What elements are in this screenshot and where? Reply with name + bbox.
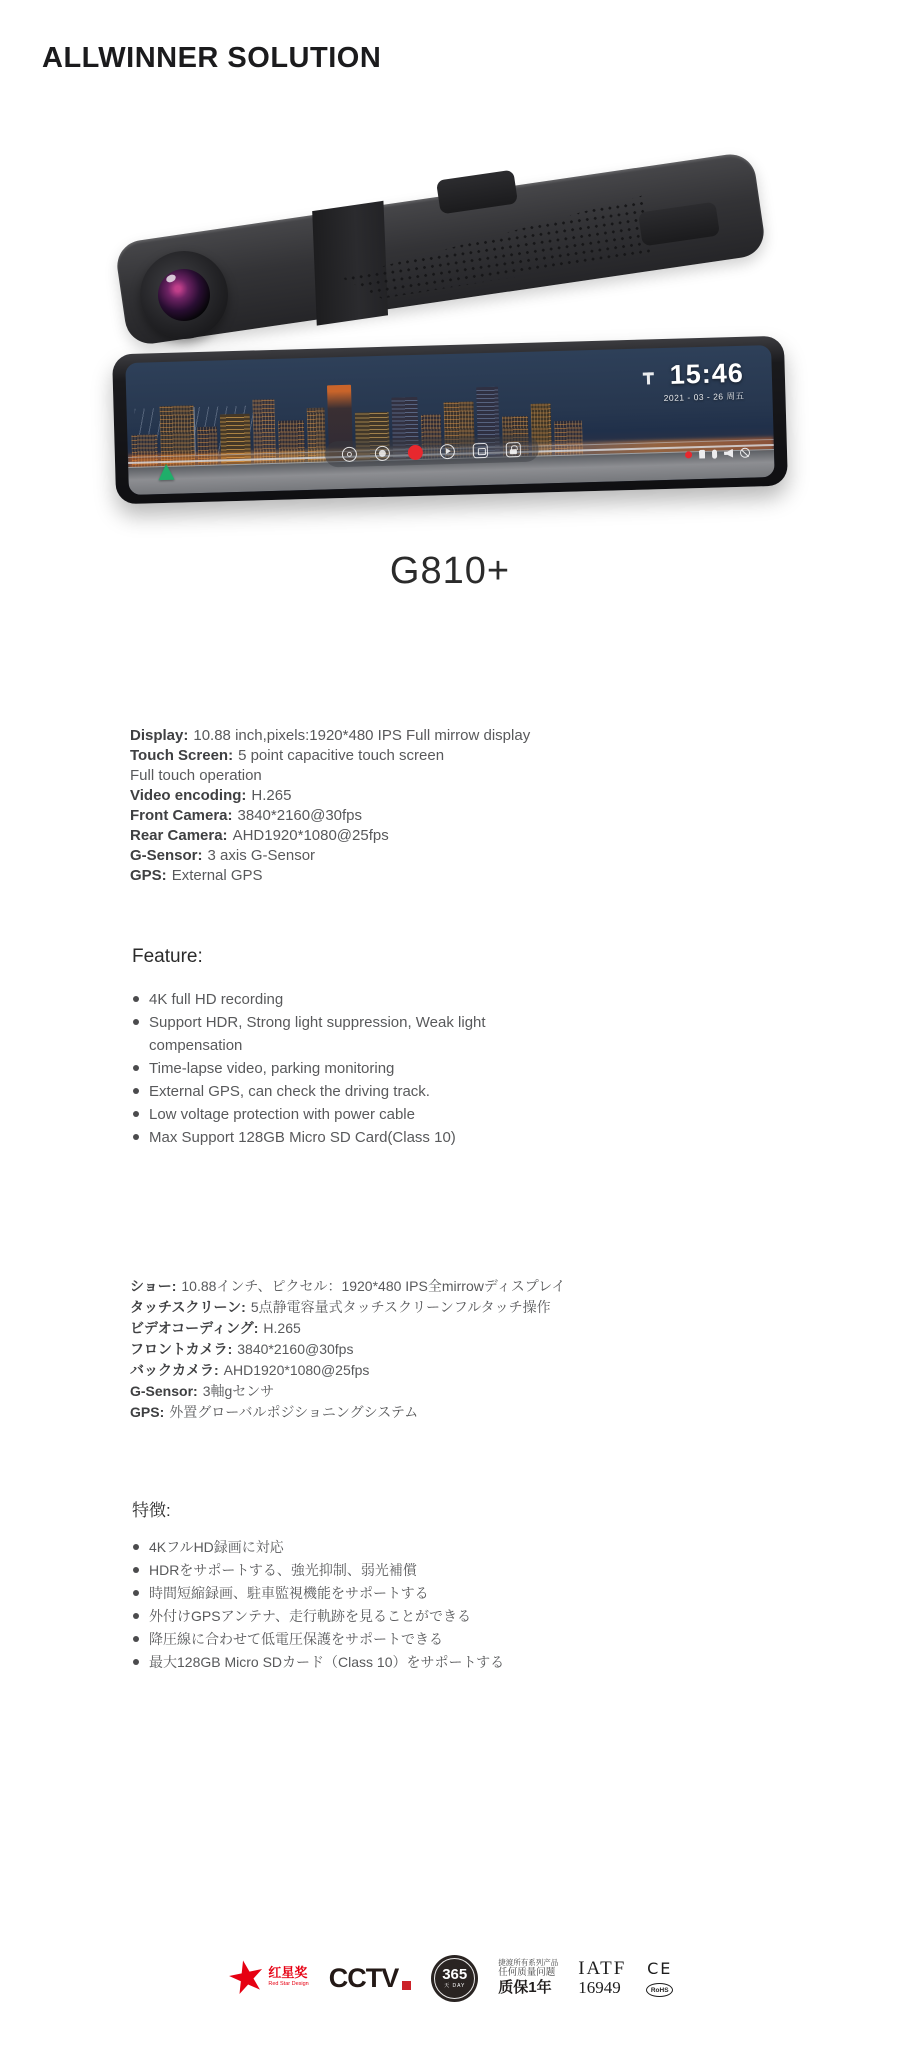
spec-value: 10.88 inch,pixels:1920*480 IPS Full mirrow display (193, 727, 531, 744)
mirror-display (112, 336, 788, 505)
product-image (100, 135, 800, 515)
feature-item (133, 1080, 578, 1103)
spec-label: Touch Screen: (130, 747, 234, 764)
365-quality-badge (431, 1955, 478, 2002)
spec-label: タッチスクリーン: (130, 1299, 246, 1315)
product-name: G810+ (389, 550, 511, 592)
red-star-cn: 红星奖 (268, 1965, 308, 1980)
spec-line (130, 1339, 690, 1360)
spec-label: GPS: (130, 1404, 165, 1420)
lock-icon (505, 442, 520, 457)
spec-value: H.265 (251, 787, 292, 804)
speaker-icon (724, 449, 733, 458)
rohs-mark: RoHS (646, 1983, 673, 1997)
cctv-red-square-icon (402, 1981, 411, 1990)
playback-icon (440, 443, 455, 458)
feature-text: HDRをサポートする、強光抑制、弱光補償 (149, 1562, 417, 1578)
spec-value: AHD1920*1080@25fps (223, 1362, 370, 1378)
bullet-icon (133, 1567, 139, 1573)
sd-card-icon (699, 449, 705, 458)
bullet-icon (133, 1659, 139, 1665)
feature-item (133, 1651, 653, 1674)
feature-item (133, 1559, 653, 1582)
screen-clock: 15:46 (669, 357, 745, 390)
red-star-en: Red Star Design (268, 1981, 309, 1987)
badge-365-day: 天 DAY (444, 1982, 466, 1989)
gps-signal-icon (643, 372, 654, 384)
spec-line (130, 786, 690, 806)
bullet-icon (133, 1111, 139, 1117)
feature-item (133, 1126, 578, 1149)
spec-value: 10.88インチ、ピクセル：1920*480 IPS全mirrowディスプレイ (181, 1278, 566, 1294)
warranty-line2: 任何质量问题 (498, 1967, 556, 1979)
spec-label: フロントカメラ: (130, 1341, 233, 1357)
feature-item (133, 988, 578, 1011)
spec-label: ビデオコーディング: (130, 1320, 259, 1336)
red-star-icon: ★ (222, 1949, 271, 2006)
spec-label: ショー: (130, 1278, 177, 1294)
feature-text: 最大128GB Micro SDカード（Class 10）をサポートする (149, 1654, 505, 1670)
spec-value: 3軸gセンサ (202, 1383, 275, 1399)
mute-icon (740, 448, 750, 458)
spec-line (130, 1276, 690, 1297)
feature-list-en (133, 988, 578, 1149)
feature-heading-ja: 特徴: (132, 1501, 171, 1520)
spec-label: Front Camera: (130, 807, 233, 824)
spec-line (130, 726, 690, 746)
spec-line (130, 746, 690, 766)
spec-label: Rear Camera: (130, 827, 228, 844)
feature-text: External GPS, can check the driving track. (149, 1083, 430, 1100)
iatf-16949-logo (578, 1959, 626, 1997)
iatf-line1: IATF (578, 1958, 627, 1980)
spec-label: バックカメラ: (130, 1362, 219, 1378)
page-title: ALLWINNER SOLUTION (42, 42, 382, 74)
spec-value: H.265 (263, 1320, 301, 1336)
spec-label: Display: (130, 727, 189, 744)
feature-item (133, 1536, 653, 1559)
feature-item (133, 1057, 578, 1080)
spec-value: 3840*2160@30fps (237, 807, 363, 824)
spec-line (130, 1297, 690, 1318)
brightness-icon (375, 445, 390, 460)
spec-value: 3840*2160@30fps (237, 1341, 354, 1357)
badge-365-number: 365 (442, 1965, 468, 1983)
feature-text: 4K full HD recording (149, 991, 284, 1008)
spec-line (130, 766, 690, 786)
feature-text: 4KフルHD録画に対応 (149, 1539, 284, 1555)
bullet-icon (133, 1134, 139, 1140)
spec-value: External GPS (171, 867, 263, 884)
spec-line (130, 846, 690, 866)
spec-value: Full touch operation (130, 767, 262, 784)
device-screen (125, 345, 774, 495)
spec-label: Video encoding: (130, 787, 247, 804)
feature-text: Low voltage protection with power cable (149, 1106, 415, 1123)
specs-english (130, 726, 690, 886)
spec-value: 5点静電容量式タッチスクリーンフルタッチ操作 (250, 1299, 551, 1315)
spec-line (130, 1360, 690, 1381)
spec-line (130, 806, 690, 826)
spec-value: AHD1920*1080@25fps (232, 827, 389, 844)
bullet-icon (133, 1590, 139, 1596)
screen-date: 2021 - 03 - 26 周五 (663, 390, 745, 404)
mic-icon (712, 449, 717, 458)
recording-dot-icon (685, 451, 692, 458)
spec-line (130, 826, 690, 846)
ce-rohs-marks (646, 1959, 673, 1997)
spec-line (130, 1381, 690, 1402)
cctv-text: CCTV (328, 1962, 399, 1993)
record-button-icon (407, 444, 422, 459)
feature-text: 時間短縮録画、駐車監視機能をサポートする (149, 1585, 429, 1601)
bullet-icon (133, 1544, 139, 1550)
spec-label: G-Sensor: (130, 847, 203, 864)
spec-line (130, 1402, 690, 1423)
mount-band (312, 201, 388, 326)
feature-text: Max Support 128GB Micro SD Card(Class 10) (149, 1129, 456, 1146)
red-star-text (268, 1962, 308, 1987)
certification-footer (0, 1948, 900, 2008)
camera-icon (473, 442, 488, 457)
feature-text: 外付けGPSアンテナ、走行軌跡を見ることができる (149, 1608, 472, 1624)
spec-label: GPS: (130, 867, 167, 884)
bullet-icon (133, 1088, 139, 1094)
bullet-icon (133, 1613, 139, 1619)
bullet-icon (133, 1636, 139, 1642)
warranty-line3: 质保1年 (498, 1979, 552, 1997)
warranty-text (498, 1958, 558, 1998)
feature-text: Support HDR, Strong light suppression, Weak light compensation (149, 1014, 486, 1054)
settings-icon (342, 446, 357, 461)
feature-heading-en: Feature: (132, 946, 203, 967)
feature-text: Time-lapse video, parking monitoring (149, 1060, 395, 1077)
feature-item (133, 1628, 653, 1651)
spec-line (130, 1318, 690, 1339)
bullet-icon (133, 1065, 139, 1071)
red-star-award-logo (222, 1949, 309, 2006)
iatf-line2: 16949 (578, 1978, 621, 1998)
cctv-logo (329, 1963, 412, 1994)
bullet-icon (133, 996, 139, 1002)
spec-value: 3 axis G-Sensor (207, 847, 316, 864)
spec-label: G-Sensor: (130, 1383, 198, 1399)
screen-status-icons (685, 448, 750, 460)
spec-line (130, 866, 690, 886)
ce-mark: CE (647, 1959, 673, 1978)
feature-text: 降圧線に合わせて低電圧保護をサポートできる (149, 1631, 443, 1647)
spec-value: 外置グローバルポジショニングシステム (169, 1404, 419, 1420)
warranty-line1: 捷渡所有系列产品 (498, 1958, 559, 1967)
bullet-icon (133, 1019, 139, 1025)
specs-japanese (130, 1276, 690, 1423)
feature-item (133, 1605, 653, 1628)
feature-item (133, 1011, 578, 1057)
camera-lens (140, 251, 228, 339)
feature-list-ja (133, 1536, 653, 1674)
spec-value: 5 point capacitive touch screen (238, 747, 445, 764)
gps-arrow-icon (158, 464, 174, 480)
feature-item (133, 1103, 578, 1126)
feature-item (133, 1582, 653, 1605)
